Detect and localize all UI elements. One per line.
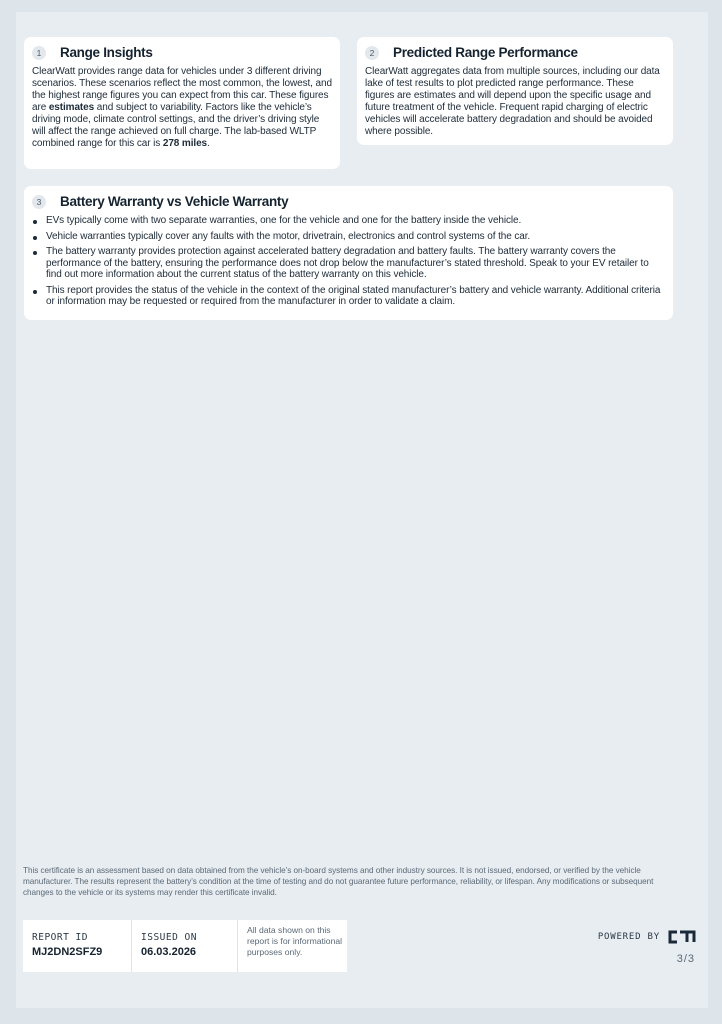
estimates-emphasis: estimates: [48, 102, 95, 113]
informational-note-box: [237, 920, 347, 972]
predicted-range-card: [357, 37, 673, 145]
section-number-badge: 3: [32, 195, 46, 209]
warranty-card: [24, 186, 673, 320]
report-id-label: REPORT ID: [32, 932, 88, 943]
predicted-range-title: Predicted Range Performance: [393, 45, 578, 60]
range-insights-body: ClearWatt provides range data for vehicles under 3 different driving scenarios. These scenarios reflect the most common, the lowest, and the highest range figures you can expect from this car. These figures are estimates and subject to variability. Factors like the vehicle’s driving mode, climate control settings, and the driver’s driving style will affect the range achieved on full charge. The lab-based WLTP combined range for this car is 278 miles.: [32, 66, 332, 149]
issued-on-box: [131, 920, 237, 972]
predicted-range-body: ClearWatt aggregates data from multiple sources, including our data lake of test results to plot predicted range performance. These figures are estimates and will depend upon the specific usage and future treatment of the vehicle. Frequent rapid charging of electric vehicles will accelerate battery degradation and should be avoided where possible.: [365, 66, 660, 137]
page-number: 3/3: [676, 953, 695, 965]
predicted-range-header: [365, 45, 665, 60]
section-number-badge: 2: [365, 46, 379, 60]
range-insights-title: Range Insights: [60, 45, 153, 60]
wltp-range-value: 278 miles: [162, 138, 207, 149]
list-item: This report provides the status of the vehicle in the context of the original stated manufacturer’s battery and vehicle warranty. Additional criteria or information may be requested or required from the manufacturer in order to validate a claim.: [32, 285, 665, 308]
list-item: Vehicle warranties typically cover any faults with the motor, drivetrain, electronics and control systems of the car.: [32, 231, 665, 243]
list-item: The battery warranty provides protection against accelerated battery degradation and battery faults. The battery warranty covers the performance of the battery, ensuring the performance does not drop below the manufacturer’s stated threshold. Speak to your EV retailer to find out more information about the current status of the battery warranty on this vehicle.: [32, 246, 665, 281]
warranty-header: [32, 194, 665, 209]
issued-on-label: ISSUED ON: [141, 932, 197, 943]
powered-by-label: POWERED BY: [597, 932, 660, 942]
range-insights-card: [24, 37, 340, 169]
certificate-disclaimer: This certificate is an assessment based on data obtained from the vehicle’s on-board systems and other industry sources. It is not issued, endorsed, or verified by the vehicle manufacturer. The results represent the battery’s condition at the time of testing and do not guarantee future performance, reliability, or lifespan. Any modifications or subsequent changes to the vehicle or its systems may render this certificate invalid.: [23, 866, 654, 897]
informational-note: All data shown on this report is for informational purposes only.: [247, 925, 343, 957]
clearwatt-logo-icon: [668, 930, 696, 944]
report-id-box: [23, 920, 131, 972]
report-id-value: MJ2DN2SFZ9: [32, 946, 103, 958]
powered-by: [598, 930, 696, 944]
warranty-title: Battery Warranty vs Vehicle Warranty: [60, 194, 289, 209]
issued-on-value: 06.03.2026: [141, 946, 197, 958]
list-item: EVs typically come with two separate warranties, one for the vehicle and one for the battery inside the vehicle.: [32, 215, 665, 227]
range-insights-header: [32, 45, 332, 60]
warranty-bullet-list: [32, 215, 665, 308]
section-number-badge: 1: [32, 46, 46, 60]
